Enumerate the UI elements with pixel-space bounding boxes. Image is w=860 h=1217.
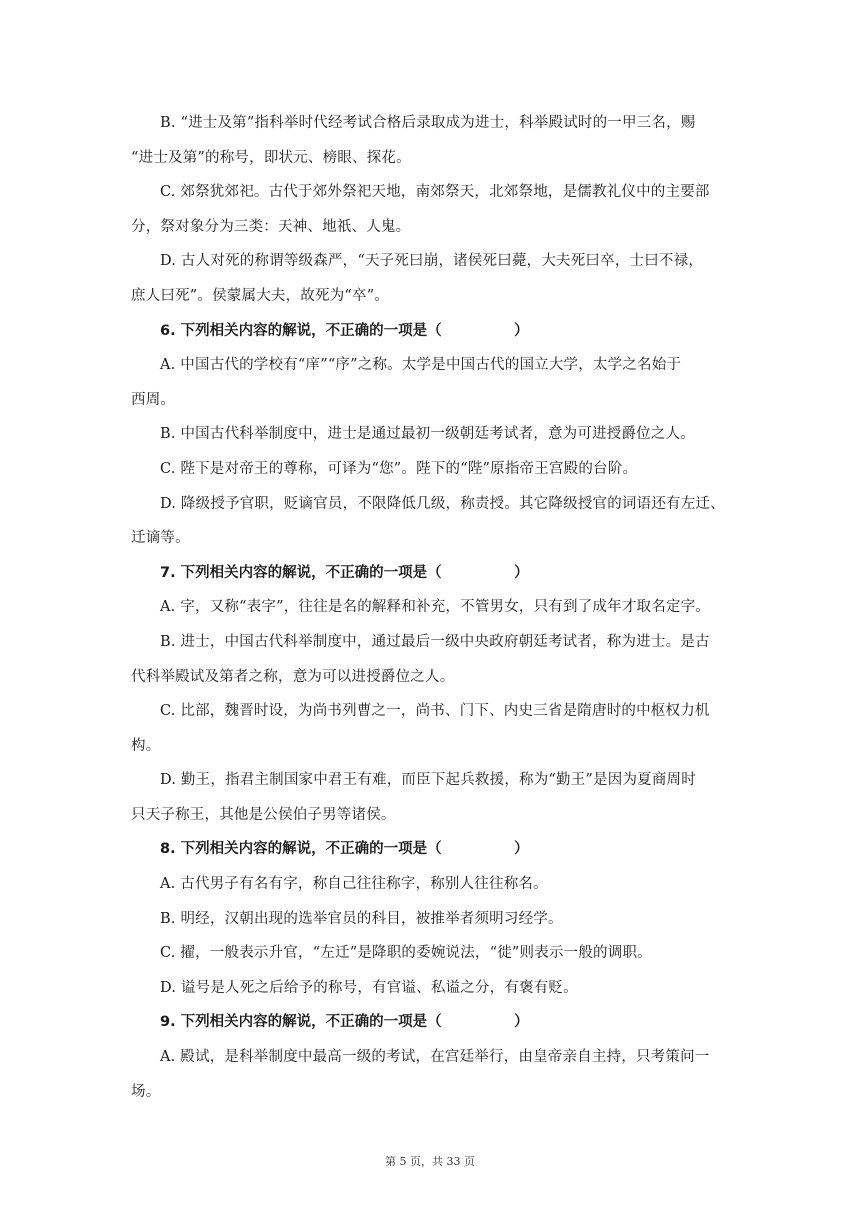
- q7-option-d: D. 勤王，指君主制国家中君王有难，而臣下起兵救援，称为“勤王”是因为夏商周时: [160, 772, 696, 789]
- option-c-line: C. 郊祭犹郊祀。古代于郊外祭祀天地，南郊祭天，北郊祭地，是儒教礼仪中的主要部: [160, 184, 710, 201]
- q7-option-a: A. 字，又称“表字”，往往是名的解释和补充，不管男女，只有到了成年才取名定字。: [160, 599, 711, 616]
- page-body: [131, 106, 731, 1109]
- q7-option-b: B. 进士，中国古代科举制度中，通过最后一级中央政府朝廷考试者，称为进士。是古: [160, 633, 710, 650]
- option-d-continuation: 庶人曰死”。侯蒙属大夫，故死为“卒”。: [131, 287, 390, 304]
- q8-option-a: A. 古代男子有名有字，称自己往往称字，称别人往往称名。: [160, 876, 548, 893]
- q7-option-d-continuation: 只天子称王，其他是公侯伯子男等诸侯。: [131, 806, 396, 823]
- question-8-heading: 8. 下列相关内容的解说，不正确的一项是（ ）: [160, 841, 529, 858]
- q6-option-b: B. 中国古代科举制度中，进士是通过最初一级朝廷考试者，意为可进授爵位之人。: [160, 426, 695, 443]
- q7-option-b-continuation: 代科举殿试及第者之称，意为可以进授爵位之人。: [131, 668, 455, 685]
- q8-option-b: B. 明经，汉朝出现的选举官员的科目，被推举者须明习经学。: [160, 910, 563, 927]
- question-7-heading: 7. 下列相关内容的解说，不正确的一项是（ ）: [160, 564, 529, 581]
- q8-option-c: C. 擢，一般表示升官，“左迁”是降职的委婉说法，“徙”则表示一般的调职。: [160, 945, 652, 962]
- q6-option-a-continuation: 西周。: [131, 391, 176, 408]
- page-number-label: 第 5 页，共 33 页: [385, 1155, 475, 1168]
- question-9-heading: 9. 下列相关内容的解说，不正确的一项是（ ）: [160, 1014, 529, 1031]
- q6-option-d-continuation: 迁谪等。: [131, 530, 190, 547]
- q7-option-c-continuation: 构。: [131, 737, 161, 754]
- q9-option-a-continuation: 场。: [131, 1083, 161, 1100]
- option-c-continuation: 分，祭对象分为三类：天神、地祇、人鬼。: [131, 218, 411, 235]
- q6-option-c: C. 陛下是对帝王的尊称，可译为“您”。陛下的“陛”原指帝王宫殿的台阶。: [160, 460, 638, 477]
- q8-option-d: D. 谥号是人死之后给予的称号，有官谥、私谥之分，有褒有贬。: [160, 979, 578, 996]
- q6-option-d: D. 降级授予官职，贬谪官员，不限降低几级，称责授。其它降级授官的词语还有左迁、: [160, 495, 725, 512]
- q9-option-a: A. 殿试，是科举制度中最高一级的考试，在宫廷举行，由皇帝亲自主持，只考策问一: [160, 1049, 710, 1066]
- question-6-heading: 6. 下列相关内容的解说，不正确的一项是（ ）: [160, 322, 529, 339]
- page-footer: [0, 1153, 860, 1169]
- q6-option-a: A. 中国古代的学校有“庠”“序”之称。太学是中国古代的国立大学，太学之名始于: [160, 357, 682, 374]
- option-b-continuation: “进士及第”的称号，即状元、榜眼、探花。: [131, 149, 411, 166]
- option-b-line: B. “进士及第”指科举时代经考试合格后录取成为进士，科举殿试时的一甲三名，赐: [160, 115, 696, 131]
- q7-option-c: C. 比部，魏晋时设，为尚书列曹之一，尚书、门下、内史三省是隋唐时的中枢权力机: [160, 703, 710, 720]
- option-d-line: D. 古人对死的称谓等级森严，“天子死曰崩，诸侯死曰薨，大夫死曰卒，士曰不禄，: [160, 253, 704, 270]
